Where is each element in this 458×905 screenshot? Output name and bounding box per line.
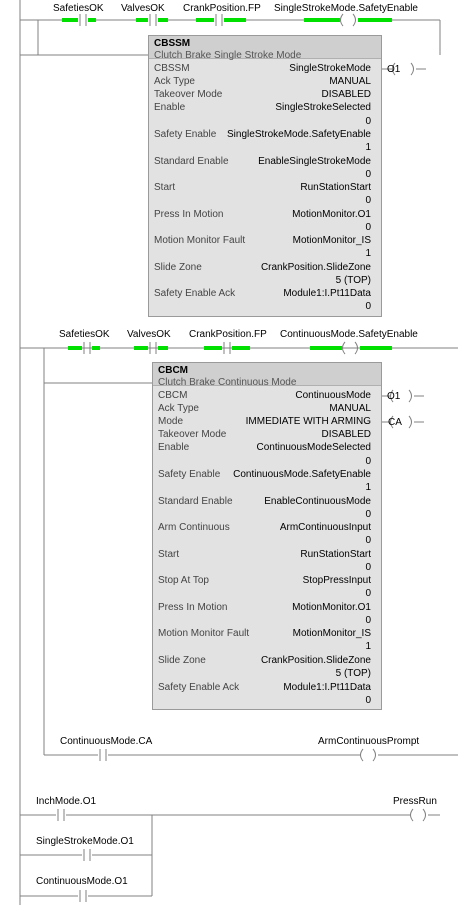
- param-value[interactable]: MotionMonitor_IS: [292, 235, 371, 246]
- param-state: 0: [365, 615, 371, 626]
- param-value[interactable]: SingleStrokeMode.SafetyEnable: [227, 129, 371, 140]
- coil-label: SingleStrokeMode.SafetyEnable: [274, 3, 418, 14]
- param-label: Mode: [158, 416, 184, 427]
- param-label: Safety Enable: [154, 129, 217, 140]
- param-state: 1: [365, 482, 371, 493]
- contact-label: CrankPosition.FP: [183, 3, 261, 14]
- param-state: 0: [365, 509, 371, 520]
- param-state: 0: [365, 695, 371, 706]
- param-value[interactable]: Module1:I.Pt11Data: [283, 288, 371, 299]
- contact-label: SingleStrokeMode.O1: [36, 836, 134, 847]
- param-label: Stop At Top: [158, 575, 209, 586]
- param-value[interactable]: ContinuousModeSelected: [256, 442, 371, 453]
- param-label: Standard Enable: [154, 156, 229, 167]
- param-state: 0: [365, 116, 371, 127]
- rung4: [20, 809, 440, 902]
- param-label: Takeover Mode: [154, 89, 223, 100]
- param-label: Motion Monitor Fault: [154, 235, 246, 246]
- param-value[interactable]: RunStationStart: [300, 182, 371, 193]
- param-value[interactable]: EnableContinuousMode: [264, 496, 371, 507]
- contact-label: ValvesOK: [127, 329, 171, 340]
- param-label: Start: [154, 182, 176, 193]
- param-label: Safety Enable Ack: [158, 682, 240, 693]
- param-label: Safety Enable Ack: [154, 288, 236, 299]
- param-label: Ack Type: [154, 76, 195, 87]
- param-value[interactable]: MANUAL: [329, 403, 371, 414]
- param-value[interactable]: EnableSingleStrokeMode: [258, 156, 371, 167]
- contact-valvesok-1: [136, 14, 168, 26]
- param-value[interactable]: ContinuousMode: [295, 390, 371, 401]
- contact-label: InchMode.O1: [36, 796, 97, 807]
- param-state: 0: [365, 301, 371, 312]
- contact-safetiesok-2: [68, 342, 100, 354]
- param-state: 0: [365, 588, 371, 599]
- param-state: 0: [365, 169, 371, 180]
- param-state: 0: [365, 456, 371, 467]
- param-value[interactable]: MANUAL: [329, 76, 371, 87]
- param-value[interactable]: MotionMonitor.O1: [292, 209, 371, 220]
- param-state: 0: [365, 562, 371, 573]
- param-label: Press In Motion: [154, 209, 224, 220]
- param-label: Safety Enable: [158, 469, 221, 480]
- param-label: Slide Zone: [158, 655, 206, 666]
- param-value[interactable]: RunStationStart: [300, 549, 371, 560]
- param-label: Enable: [158, 442, 190, 453]
- param-value[interactable]: Module1:I.Pt11Data: [283, 682, 371, 693]
- param-label: Press In Motion: [158, 602, 228, 613]
- coil-singlestroke-safetyenable: [304, 14, 392, 26]
- param-value[interactable]: IMMEDIATE WITH ARMING: [245, 416, 371, 427]
- output-label: O1: [387, 391, 401, 402]
- param-state: 5 (TOP): [335, 275, 371, 286]
- block-name: CBCM: [158, 365, 188, 376]
- param-value[interactable]: ArmContinuousInput: [279, 522, 371, 533]
- param-label: Takeover Mode: [158, 429, 227, 440]
- contact-label: SafetiesOK: [59, 329, 110, 340]
- param-label: Start: [158, 549, 180, 560]
- param-state: 0: [365, 535, 371, 546]
- contact-label: CrankPosition.FP: [189, 329, 267, 340]
- param-label: Motion Monitor Fault: [158, 628, 250, 639]
- param-state: 5 (TOP): [335, 668, 371, 679]
- param-label: Enable: [154, 102, 186, 113]
- param-state: 0: [365, 195, 371, 206]
- param-label: Standard Enable: [158, 496, 233, 507]
- contact-label: ValvesOK: [121, 3, 165, 14]
- param-value[interactable]: CrankPosition.SlideZone: [260, 262, 371, 273]
- contact-crankposition-fp-1: [196, 14, 246, 26]
- param-value[interactable]: SingleStrokeSelected: [275, 102, 371, 113]
- contact-label: SafetiesOK: [53, 3, 104, 14]
- block-description: Clutch Brake Continuous Mode: [158, 377, 297, 388]
- coil-label: ContinuousMode.SafetyEnable: [280, 329, 418, 340]
- param-value[interactable]: CrankPosition.SlideZone: [260, 655, 371, 666]
- block-description: Clutch Brake Single Stroke Mode: [154, 50, 302, 61]
- output-label: O1: [387, 64, 401, 75]
- rung3: [44, 749, 458, 761]
- param-value[interactable]: ContinuousMode.SafetyEnable: [233, 469, 371, 480]
- output-label: CA: [388, 417, 402, 428]
- param-state: 1: [365, 248, 371, 259]
- param-state: 1: [365, 641, 371, 652]
- param-label: Ack Type: [158, 403, 199, 414]
- param-value[interactable]: StopPressInput: [302, 575, 371, 586]
- param-value[interactable]: SingleStrokeMode: [289, 63, 371, 74]
- coil-label: ArmContinuousPrompt: [318, 736, 420, 747]
- block-name: CBSSM: [154, 38, 191, 49]
- param-value[interactable]: MotionMonitor_IS: [292, 628, 371, 639]
- contact-label: ContinuousMode.CA: [60, 736, 153, 747]
- param-label: Arm Continuous: [158, 522, 230, 533]
- param-label: CBCM: [158, 390, 188, 401]
- param-value[interactable]: DISABLED: [321, 429, 371, 440]
- param-label: Slide Zone: [154, 262, 202, 273]
- param-value[interactable]: MotionMonitor.O1: [292, 602, 371, 613]
- param-value[interactable]: DISABLED: [321, 89, 371, 100]
- contact-label: ContinuousMode.O1: [36, 876, 128, 887]
- param-state: 1: [365, 142, 371, 153]
- coil-label: PressRun: [393, 796, 437, 807]
- contact-safetiesok-1: [62, 14, 96, 26]
- param-state: 0: [365, 222, 371, 233]
- param-label: CBSSM: [154, 63, 190, 74]
